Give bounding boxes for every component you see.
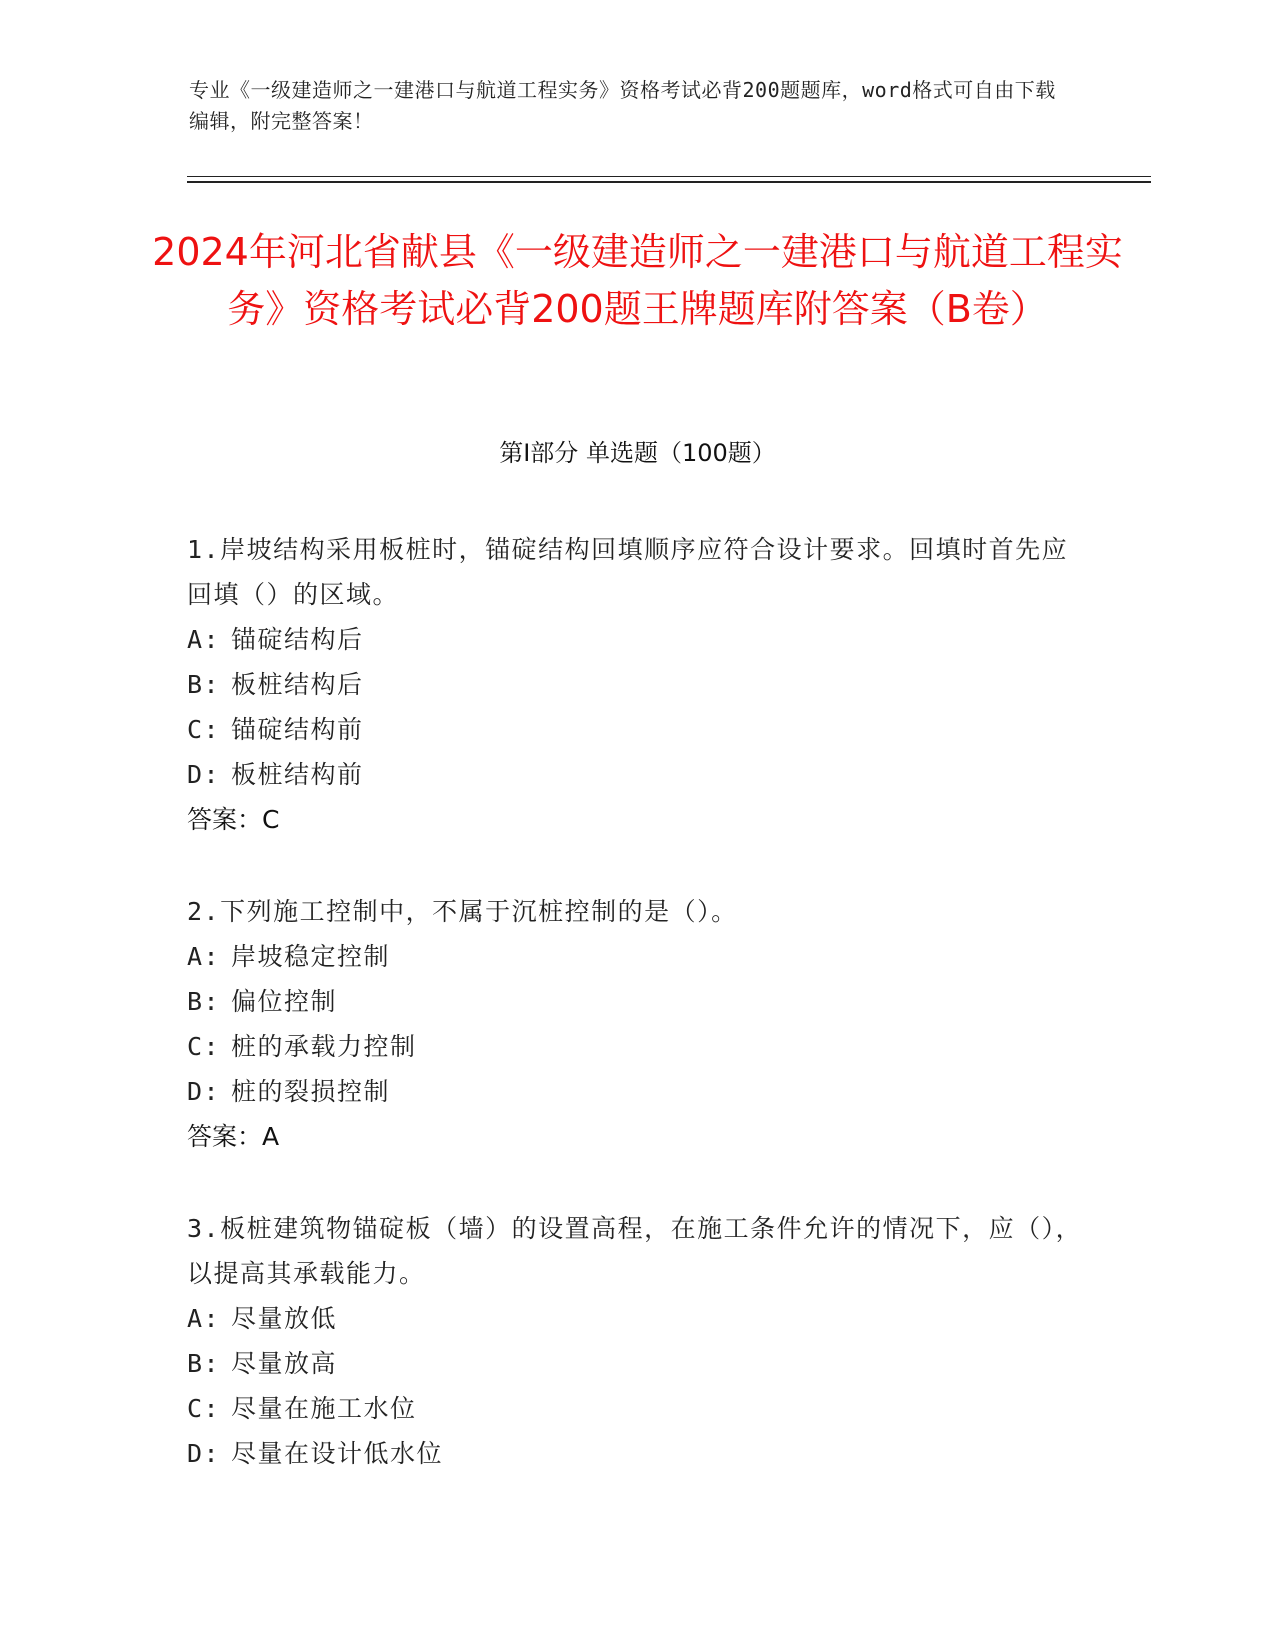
option-letter: A: xyxy=(187,1304,221,1333)
option-c xyxy=(187,707,1087,752)
question-item xyxy=(187,889,1087,1159)
option-text: 板桩结构后 xyxy=(231,670,364,699)
question-list xyxy=(187,527,1087,1523)
option-letter: C: xyxy=(187,1394,221,1423)
option-b xyxy=(187,662,1087,707)
header-rule-thin xyxy=(187,176,1151,177)
question-stem: 1.岸坡结构采用板桩时，锚碇结构回填顺序应符合设计要求。回填时首先应回填（）的区域。 xyxy=(187,535,1069,609)
option-letter: C: xyxy=(187,715,221,744)
option-a xyxy=(187,617,1087,662)
document-title: 2024年河北省献县《一级建造师之一建港口与航道工程实务》资格考试必背200题王牌题库附答案（B卷） xyxy=(152,230,1123,331)
option-letter: D: xyxy=(187,1439,221,1468)
option-c xyxy=(187,1024,1087,1069)
option-text: 偏位控制 xyxy=(231,987,338,1016)
option-letter: B: xyxy=(187,1349,221,1378)
option-text: 尽量放低 xyxy=(231,1304,338,1333)
question-stem: 2.下列施工控制中，不属于沉桩控制的是（）。 xyxy=(187,897,738,926)
option-text: 板桩结构前 xyxy=(231,760,364,789)
option-text: 桩的裂损控制 xyxy=(231,1077,391,1106)
option-letter: B: xyxy=(187,670,221,699)
option-c xyxy=(187,1386,1087,1431)
header-rule-thick xyxy=(187,181,1151,183)
option-d xyxy=(187,1431,1087,1476)
question-item xyxy=(187,527,1087,842)
option-text: 岸坡稳定控制 xyxy=(231,942,391,971)
question-stem: 3.板桩建筑物锚碇板（墙）的设置高程，在施工条件允许的情况下，应（），以提高其承载能力。 xyxy=(187,1214,1083,1288)
answer-value: C xyxy=(262,805,280,834)
header-note: 专业《一级建造师之一建港口与航道工程实务》资格考试必背200题题库，word格式可自由下载编辑，附完整答案！ xyxy=(189,78,1056,133)
option-letter: D: xyxy=(187,1077,221,1106)
option-letter: D: xyxy=(187,760,221,789)
option-a xyxy=(187,934,1087,979)
option-b xyxy=(187,979,1087,1024)
option-text: 尽量放高 xyxy=(231,1349,338,1378)
option-d xyxy=(187,752,1087,797)
answer-line xyxy=(187,797,1087,842)
answer-prefix: 答案： xyxy=(187,1122,263,1151)
option-text: 锚碇结构前 xyxy=(231,715,364,744)
question-item xyxy=(187,1206,1087,1476)
option-letter: B: xyxy=(187,987,221,1016)
option-text: 锚碇结构后 xyxy=(231,625,364,654)
section-heading: 第Ⅰ部分 单选题（100题） xyxy=(499,439,776,467)
option-text: 尽量在施工水位 xyxy=(231,1394,417,1423)
option-d xyxy=(187,1069,1087,1114)
option-a xyxy=(187,1296,1087,1341)
option-text: 尽量在设计低水位 xyxy=(231,1439,444,1468)
answer-line xyxy=(187,1114,1087,1159)
option-letter: A: xyxy=(187,625,221,654)
option-letter: A: xyxy=(187,942,221,971)
answer-value: A xyxy=(262,1122,280,1151)
option-text: 桩的承载力控制 xyxy=(231,1032,417,1061)
answer-prefix: 答案： xyxy=(187,805,263,834)
option-letter: C: xyxy=(187,1032,221,1061)
option-b xyxy=(187,1341,1087,1386)
